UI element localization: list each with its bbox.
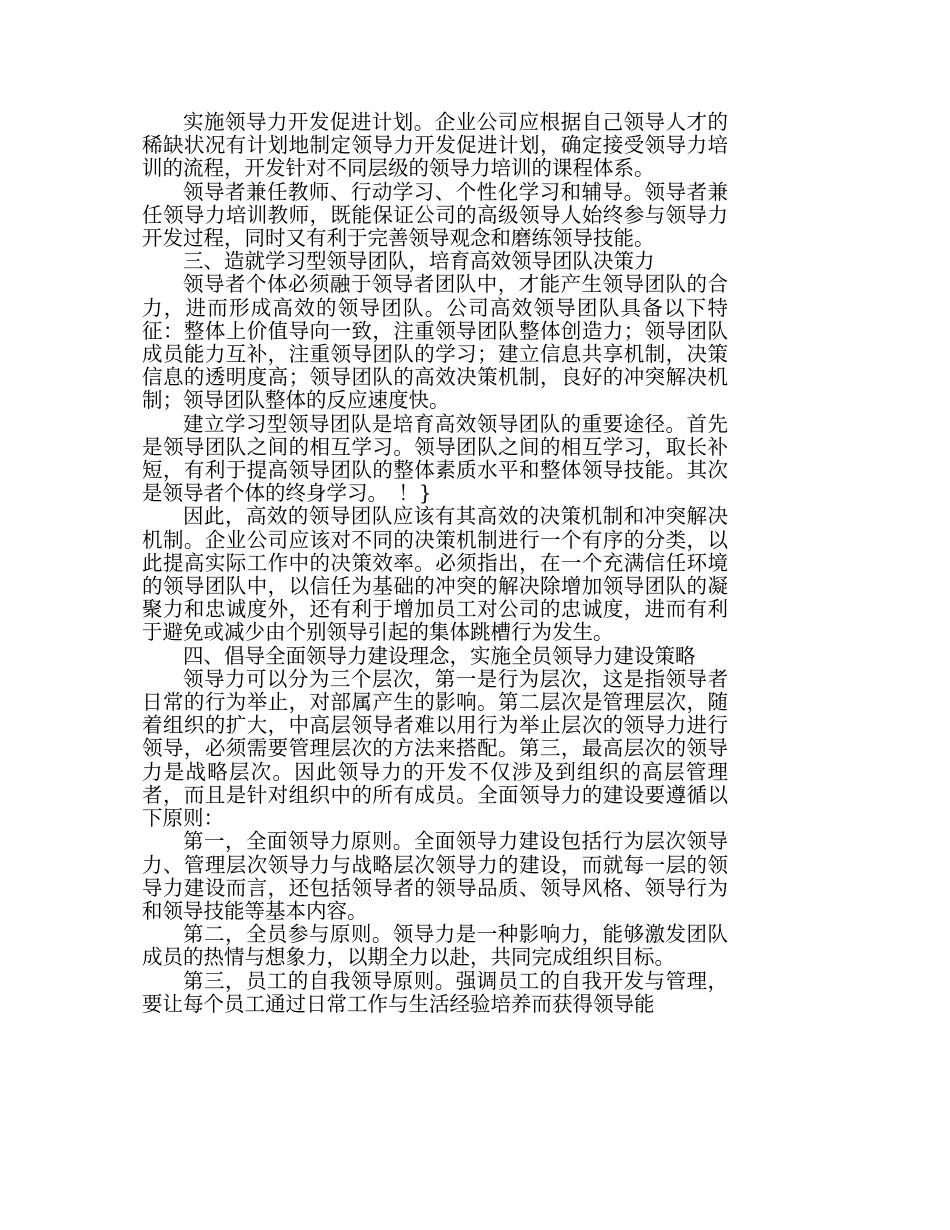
document-body <box>142 111 728 1016</box>
paragraph: 实施领导力开发促进计划。企业公司应根据自己领导人才的稀缺状况有计划地制定领导力开发促进计划，确定接受领导力培训的流程，开发针对不同层级的领导力培训的课程体系。 <box>142 110 728 181</box>
paragraph: 领导者兼任教师、行动学习、个性化学习和辅导。领导者兼任领导力培训教师，既能保证公司的高级领导人始终参与领导力开发过程，同时又有利于完善领导观念和磨练领导技能。 <box>142 179 728 251</box>
paragraph: 建立学习型领导团队是培育高效领导团队的重要途径。首先是领导团队之间的相互学习。领导团队之间的相互学习，取长补短，有利于提高领导团队的整体素质水平和整体领导技能。其次是领导者个体的终身学习。 ！} <box>142 411 728 506</box>
paragraph: 第三，员工的自我领导原则。强调员工的自我开发与管理，要让每个员工通过日常工作与生活经验培养而获得领导能 <box>142 968 728 1016</box>
paragraph: 领导力可以分为三个层次，第一是行为层次，这是指领导者日常的行为举止，对部属产生的影响。第二层次是管理层次，随着组织的扩大，中高层领导者难以用行为举止层次的领导力进行领导，必须需要管理层次的方法来搭配。第三，最高层次的领导力是战略层次。因此领导力的开发不仅涉及到组织的高层管理者，而且是针对组织中的所有成员。全面领导力的建设要遵循以下原则： <box>142 666 728 831</box>
section-heading: 三、造就学习型领导团队，培育高效领导团队决策力 <box>183 249 655 274</box>
paragraph: 第二，全员参与原则。领导力是一种影响力，能够激发团队成员的热情与想象力，以期全力以赴，共同完成组织目标。 <box>142 922 728 970</box>
paragraph: 领导者个体必须融于领导者团队中，才能产生领导团队的合力，进而形成高效的领导团队。公司高效领导团队具备以下特征：整体上价值导向一致，注重领导团队整体创造力；领导团队成员能力互补，注重领导团队的学习；建立信息共享机制，决策信息的透明度高；领导团队的高效决策机制，良好的冲突解决机制；领导团队整体的反应速度快。 <box>142 272 728 413</box>
section-heading: 四、倡导全面领导力建设理念，实施全员领导力建设策略 <box>183 643 696 668</box>
paragraph: 因此，高效的领导团队应该有其高效的决策机制和冲突解决机制。企业公司应该对不同的决策机制进行一个有序的分类，以此提高实际工作中的决策效率。必须指出，在一个充满信任环境的领导团队中，以信任为基础的冲突的解决除增加领导团队的凝聚力和忠诚度外，还有利于增加员工对公司的忠诚度，进而有利于避免或减少由个别领导引起的集体跳槽行为发生。 <box>142 504 728 645</box>
paragraph: 第一，全面领导力原则。全面领导力建设包括行为层次领导力、管理层次领导力与战略层次领导力的建设，而就每一层的领导力建设而言，还包括领导者的领导品质、领导风格、领导行为和领导技能等基本内容。 <box>142 829 728 923</box>
